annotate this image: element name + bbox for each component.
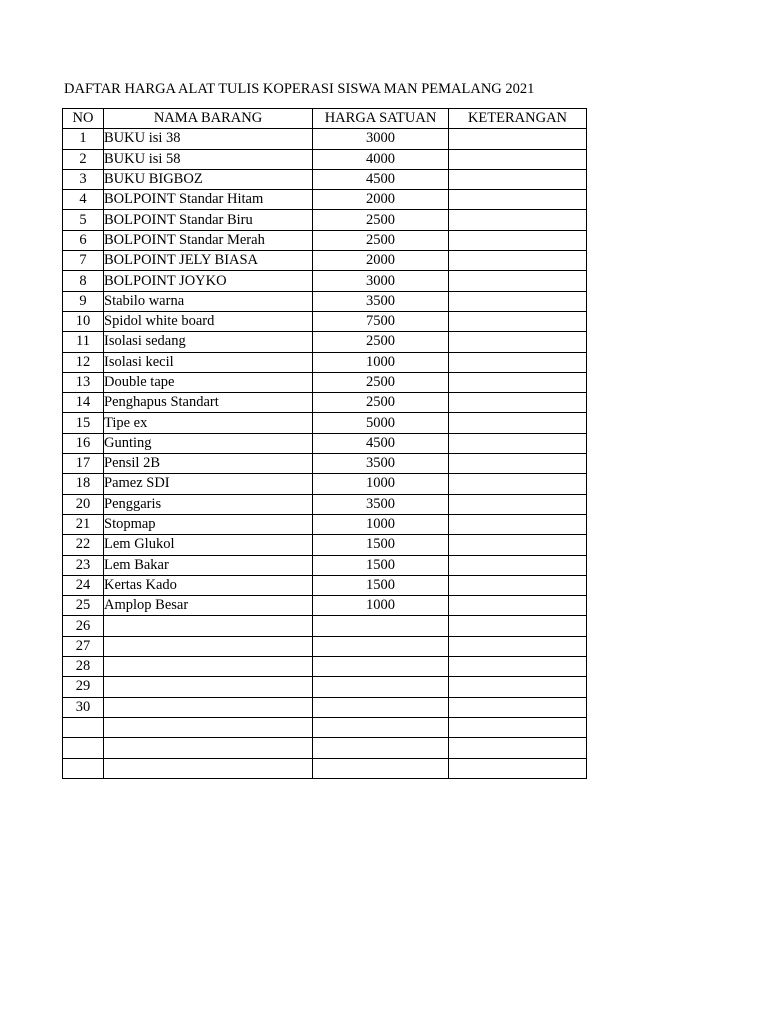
cell-keterangan <box>449 271 587 291</box>
cell-harga-satuan: 1500 <box>313 535 449 555</box>
cell-no: 16 <box>63 433 104 453</box>
cell-keterangan <box>449 636 587 656</box>
cell-no: 21 <box>63 514 104 534</box>
cell-keterangan <box>449 677 587 697</box>
cell-keterangan <box>449 596 587 616</box>
table-row <box>63 514 587 534</box>
cell-nama-barang: Penggaris <box>104 494 313 514</box>
cell-nama-barang: Isolasi sedang <box>104 332 313 352</box>
cell-harga-satuan: 2500 <box>313 393 449 413</box>
table-row <box>63 657 587 677</box>
cell-harga-satuan: 3000 <box>313 129 449 149</box>
cell-keterangan <box>449 717 587 737</box>
cell-harga-satuan: 1000 <box>313 514 449 534</box>
table-row <box>63 697 587 717</box>
cell-keterangan <box>449 535 587 555</box>
cell-nama-barang: Isolasi kecil <box>104 352 313 372</box>
header-keterangan: KETERANGAN <box>449 109 587 129</box>
table-row <box>63 575 587 595</box>
table-row <box>63 413 587 433</box>
cell-keterangan <box>449 738 587 758</box>
cell-keterangan <box>449 616 587 636</box>
table-row <box>63 190 587 210</box>
cell-nama-barang: BUKU BIGBOZ <box>104 169 313 189</box>
cell-no: 10 <box>63 311 104 331</box>
cell-no: 15 <box>63 413 104 433</box>
table-row <box>63 758 587 778</box>
cell-no: 29 <box>63 677 104 697</box>
cell-nama-barang: Penghapus Standart <box>104 393 313 413</box>
cell-harga-satuan <box>313 657 449 677</box>
table-row <box>63 169 587 189</box>
cell-keterangan <box>449 433 587 453</box>
cell-nama-barang: Double tape <box>104 372 313 392</box>
price-table <box>62 108 587 779</box>
page-title: DAFTAR HARGA ALAT TULIS KOPERASI SISWA MAN PEMALANG 2021 <box>64 81 535 97</box>
cell-harga-satuan: 4500 <box>313 169 449 189</box>
cell-nama-barang: Pamez SDI <box>104 474 313 494</box>
cell-harga-satuan: 2500 <box>313 332 449 352</box>
table-row <box>63 494 587 514</box>
cell-no: 22 <box>63 535 104 555</box>
cell-no: 9 <box>63 291 104 311</box>
cell-harga-satuan <box>313 717 449 737</box>
cell-harga-satuan: 1000 <box>313 474 449 494</box>
cell-no: 6 <box>63 230 104 250</box>
table-row <box>63 677 587 697</box>
cell-harga-satuan: 3000 <box>313 271 449 291</box>
table-row <box>63 474 587 494</box>
table-row <box>63 433 587 453</box>
cell-nama-barang: Gunting <box>104 433 313 453</box>
table-row <box>63 596 587 616</box>
table-header-row <box>63 109 587 129</box>
cell-no: 8 <box>63 271 104 291</box>
cell-no: 26 <box>63 616 104 636</box>
cell-keterangan <box>449 393 587 413</box>
cell-nama-barang <box>104 657 313 677</box>
cell-no <box>63 738 104 758</box>
cell-keterangan <box>449 454 587 474</box>
cell-keterangan <box>449 291 587 311</box>
cell-nama-barang: Amplop Besar <box>104 596 313 616</box>
cell-keterangan <box>449 758 587 778</box>
cell-keterangan <box>449 555 587 575</box>
cell-keterangan <box>449 697 587 717</box>
cell-nama-barang: BOLPOINT JOYKO <box>104 271 313 291</box>
cell-harga-satuan: 2000 <box>313 251 449 271</box>
table-row <box>63 717 587 737</box>
cell-no <box>63 758 104 778</box>
cell-no: 4 <box>63 190 104 210</box>
cell-no: 24 <box>63 575 104 595</box>
cell-nama-barang: BOLPOINT Standar Biru <box>104 210 313 230</box>
cell-keterangan <box>449 413 587 433</box>
cell-nama-barang: BOLPOINT Standar Hitam <box>104 190 313 210</box>
cell-harga-satuan: 2500 <box>313 210 449 230</box>
cell-nama-barang: Tipe ex <box>104 413 313 433</box>
cell-keterangan <box>449 575 587 595</box>
cell-no: 20 <box>63 494 104 514</box>
cell-harga-satuan: 2000 <box>313 190 449 210</box>
cell-nama-barang <box>104 758 313 778</box>
table-row <box>63 271 587 291</box>
cell-nama-barang: Lem Glukol <box>104 535 313 555</box>
cell-keterangan <box>449 514 587 534</box>
table-row <box>63 149 587 169</box>
table-row <box>63 352 587 372</box>
cell-no: 18 <box>63 474 104 494</box>
table-row <box>63 372 587 392</box>
cell-harga-satuan: 1500 <box>313 575 449 595</box>
cell-no: 23 <box>63 555 104 575</box>
cell-keterangan <box>449 332 587 352</box>
cell-nama-barang <box>104 717 313 737</box>
cell-harga-satuan: 4000 <box>313 149 449 169</box>
cell-nama-barang: BUKU isi 38 <box>104 129 313 149</box>
table-row <box>63 251 587 271</box>
cell-harga-satuan: 2500 <box>313 230 449 250</box>
cell-nama-barang: Pensil 2B <box>104 454 313 474</box>
header-harga-satuan: HARGA SATUAN <box>313 109 449 129</box>
cell-no: 3 <box>63 169 104 189</box>
cell-no: 1 <box>63 129 104 149</box>
cell-harga-satuan <box>313 636 449 656</box>
cell-harga-satuan: 1500 <box>313 555 449 575</box>
cell-nama-barang: BOLPOINT Standar Merah <box>104 230 313 250</box>
cell-harga-satuan: 4500 <box>313 433 449 453</box>
table-row <box>63 616 587 636</box>
cell-no: 25 <box>63 596 104 616</box>
cell-no: 28 <box>63 657 104 677</box>
cell-no: 5 <box>63 210 104 230</box>
cell-keterangan <box>449 494 587 514</box>
cell-nama-barang <box>104 636 313 656</box>
cell-nama-barang <box>104 697 313 717</box>
cell-nama-barang: Kertas Kado <box>104 575 313 595</box>
cell-nama-barang: Stabilo warna <box>104 291 313 311</box>
cell-harga-satuan <box>313 616 449 636</box>
cell-keterangan <box>449 474 587 494</box>
cell-keterangan <box>449 129 587 149</box>
table-row <box>63 210 587 230</box>
cell-keterangan <box>449 311 587 331</box>
table-row <box>63 393 587 413</box>
table-row <box>63 636 587 656</box>
cell-no <box>63 717 104 737</box>
cell-harga-satuan: 3500 <box>313 291 449 311</box>
cell-harga-satuan: 5000 <box>313 413 449 433</box>
cell-no: 30 <box>63 697 104 717</box>
cell-no: 13 <box>63 372 104 392</box>
cell-nama-barang <box>104 677 313 697</box>
table-row <box>63 311 587 331</box>
cell-keterangan <box>449 657 587 677</box>
table-row <box>63 454 587 474</box>
cell-harga-satuan: 7500 <box>313 311 449 331</box>
cell-harga-satuan <box>313 758 449 778</box>
cell-nama-barang: BOLPOINT JELY BIASA <box>104 251 313 271</box>
header-no: NO <box>63 109 104 129</box>
table-row <box>63 291 587 311</box>
cell-harga-satuan <box>313 677 449 697</box>
cell-keterangan <box>449 210 587 230</box>
cell-nama-barang: Spidol white board <box>104 311 313 331</box>
cell-nama-barang: BUKU isi 58 <box>104 149 313 169</box>
cell-keterangan <box>449 251 587 271</box>
header-nama-barang: NAMA BARANG <box>104 109 313 129</box>
cell-harga-satuan: 2500 <box>313 372 449 392</box>
cell-harga-satuan <box>313 697 449 717</box>
table-row <box>63 535 587 555</box>
cell-keterangan <box>449 149 587 169</box>
table-row <box>63 555 587 575</box>
cell-no: 11 <box>63 332 104 352</box>
cell-nama-barang <box>104 616 313 636</box>
cell-harga-satuan: 3500 <box>313 454 449 474</box>
cell-keterangan <box>449 372 587 392</box>
cell-harga-satuan: 3500 <box>313 494 449 514</box>
cell-keterangan <box>449 230 587 250</box>
table-row <box>63 738 587 758</box>
table-row <box>63 230 587 250</box>
table-body <box>63 129 587 779</box>
cell-nama-barang: Stopmap <box>104 514 313 534</box>
cell-no: 7 <box>63 251 104 271</box>
cell-keterangan <box>449 190 587 210</box>
cell-no: 17 <box>63 454 104 474</box>
cell-keterangan <box>449 352 587 372</box>
cell-harga-satuan <box>313 738 449 758</box>
cell-harga-satuan: 1000 <box>313 352 449 372</box>
cell-no: 2 <box>63 149 104 169</box>
table-row <box>63 332 587 352</box>
cell-no: 27 <box>63 636 104 656</box>
cell-no: 14 <box>63 393 104 413</box>
cell-nama-barang: Lem Bakar <box>104 555 313 575</box>
cell-harga-satuan: 1000 <box>313 596 449 616</box>
cell-no: 12 <box>63 352 104 372</box>
cell-nama-barang <box>104 738 313 758</box>
cell-keterangan <box>449 169 587 189</box>
table-row <box>63 129 587 149</box>
